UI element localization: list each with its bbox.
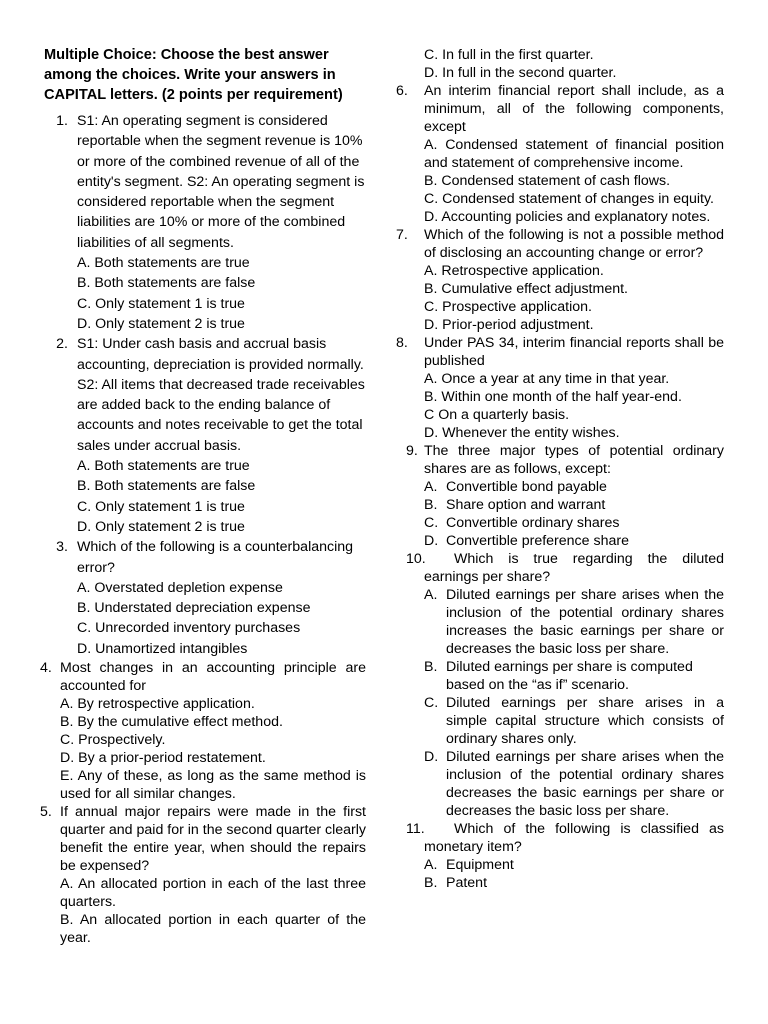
option: E. Any of these, as long as the same method is used for all similar changes.	[60, 768, 366, 803]
option: D. Diluted earnings per share arises when the inclusion of the potential ordinary shares decreases the basic earnings per share or decreases the basic loss per share.	[424, 749, 724, 819]
question-stem: If annual major repairs were made in the first quarter and paid for in the second quarter clearly benefit the entire year, when should the repairs be expensed?	[60, 804, 367, 875]
option: A. Both statements are true	[77, 255, 250, 272]
option: C. Only statement 1 is true	[77, 295, 245, 312]
question-number: 6.	[396, 83, 408, 99]
question-5	[40, 803, 366, 947]
instructions: Multiple Choice: Choose the best answer among the choices. Write your answers in CAPITAL letters. (2 points per requirement)	[44, 47, 343, 103]
option: C. Unrecorded inventory purchases	[77, 620, 301, 637]
question-number: 1.	[56, 113, 68, 129]
question-stem: Which of the following is not a possible method of disclosing an accounting change or error?	[424, 227, 724, 261]
option: D. Only statement 2 is true	[77, 518, 245, 535]
option: C. Prospective application.	[424, 299, 592, 315]
option: D. By a prior-period restatement.	[60, 750, 266, 767]
option: D. Accounting policies and explanatory notes.	[424, 209, 711, 225]
question-6	[396, 82, 724, 226]
option: C. In full in the first quarter.	[424, 47, 594, 63]
option: B. Understated depreciation expense	[77, 600, 311, 617]
question-number: 2.	[56, 336, 68, 353]
option: C. Prospectively.	[60, 732, 166, 749]
option: A. Diluted earnings per share arises when the inclusion of the potential ordinary shares increases the basic earnings per share or decreases the basic loss per share.	[424, 587, 724, 657]
question-1	[44, 111, 366, 334]
question-stem: The three major types of potential ordinary shares are as follows, except:	[424, 443, 724, 477]
question-3	[44, 537, 366, 659]
question-stem: Which of the following is a counterbalancing error?	[77, 539, 354, 576]
option: D. In full in the second quarter.	[424, 65, 617, 81]
option: A. Overstated depletion expense	[77, 579, 283, 596]
option: C. Diluted earnings per share arises in a simple capital structure which consists of ordinary shares only.	[424, 695, 724, 747]
option: B. Patent	[424, 875, 488, 891]
question-11	[406, 820, 724, 892]
option: D. Only statement 2 is true	[77, 315, 245, 332]
option: B. An allocated portion in each quarter of the year.	[60, 912, 366, 947]
option: C. Convertible ordinary shares	[424, 515, 620, 531]
option: B. Condensed statement of cash flows.	[424, 173, 671, 189]
option: D. Convertible preference share	[424, 533, 629, 549]
option: D. Whenever the entity wishes.	[424, 425, 620, 441]
option: B. Both statements are false	[77, 275, 256, 292]
option: B. Within one month of the half year-end.	[424, 389, 682, 405]
question-stem: Most changes in an accounting principle are accounted for	[60, 660, 366, 695]
question-number: 11.	[406, 821, 425, 837]
question-stem: Which is true regarding the diluted earnings per share?	[424, 551, 724, 585]
option: A. Once a year at any time in that year.	[424, 371, 670, 387]
option: B. Both statements are false	[77, 478, 256, 495]
option: C. Condensed statement of changes in equity.	[424, 191, 714, 207]
option: A. Condensed statement of financial position and statement of comprehensive income.	[424, 137, 724, 171]
question-2	[44, 334, 366, 537]
question-stem: Under PAS 34, interim financial reports shall be published	[424, 335, 724, 369]
question-number: 3.	[56, 539, 68, 556]
question-7	[396, 226, 724, 334]
question-stem: S1: Under cash basis and accrual basis accounting, depreciation is provided normally. S2: All items that decreased trade receivables are added back to the ending balance of accounts and notes receivable to get the total sales under accrual basis.	[77, 336, 365, 454]
question-10	[406, 550, 724, 820]
option: C. Only statement 1 is true	[77, 498, 245, 515]
question-number: 10.	[406, 551, 426, 567]
question-number: 9.	[406, 443, 418, 459]
question-9	[406, 442, 724, 550]
option: A. By retrospective application.	[60, 696, 255, 713]
option: B. Diluted earnings per share is computed based on the “as if” scenario.	[424, 659, 693, 693]
question-4	[40, 659, 366, 803]
option: B. Cumulative effect adjustment.	[424, 281, 628, 297]
question-stem: An interim financial report shall include, as a minimum, all of the following components, except	[424, 83, 724, 135]
option: A. Convertible bond payable	[424, 479, 607, 495]
question-number: 5.	[40, 804, 52, 821]
option: D. Prior-period adjustment.	[424, 317, 594, 333]
question-number: 7.	[396, 227, 408, 243]
option: B. By the cumulative effect method.	[60, 714, 283, 731]
option: D. Unamortized intangibles	[77, 640, 248, 657]
option: B. Share option and warrant	[424, 497, 606, 513]
option: A. Retrospective application.	[424, 263, 604, 279]
right-column	[396, 46, 724, 892]
option: A. Both statements are true	[77, 458, 250, 475]
question-number: 4.	[40, 660, 52, 677]
question-number: 8.	[396, 335, 408, 351]
left-column	[40, 45, 367, 947]
question-stem: Which of the following is classified as monetary item?	[424, 821, 724, 855]
option: C On a quarterly basis.	[424, 407, 570, 423]
option: A. Equipment	[424, 857, 514, 873]
option: A. An allocated portion in each of the last three quarters.	[60, 876, 366, 911]
question-stem: S1: An operating segment is considered reportable when the segment revenue is 10% or more of the combined revenue of all of the entity's segment. S2: An operating segment is considered reportable when the segment liabilities are 10% or more of the combined liabilities of all segments.	[77, 113, 365, 251]
question-8	[396, 334, 724, 442]
